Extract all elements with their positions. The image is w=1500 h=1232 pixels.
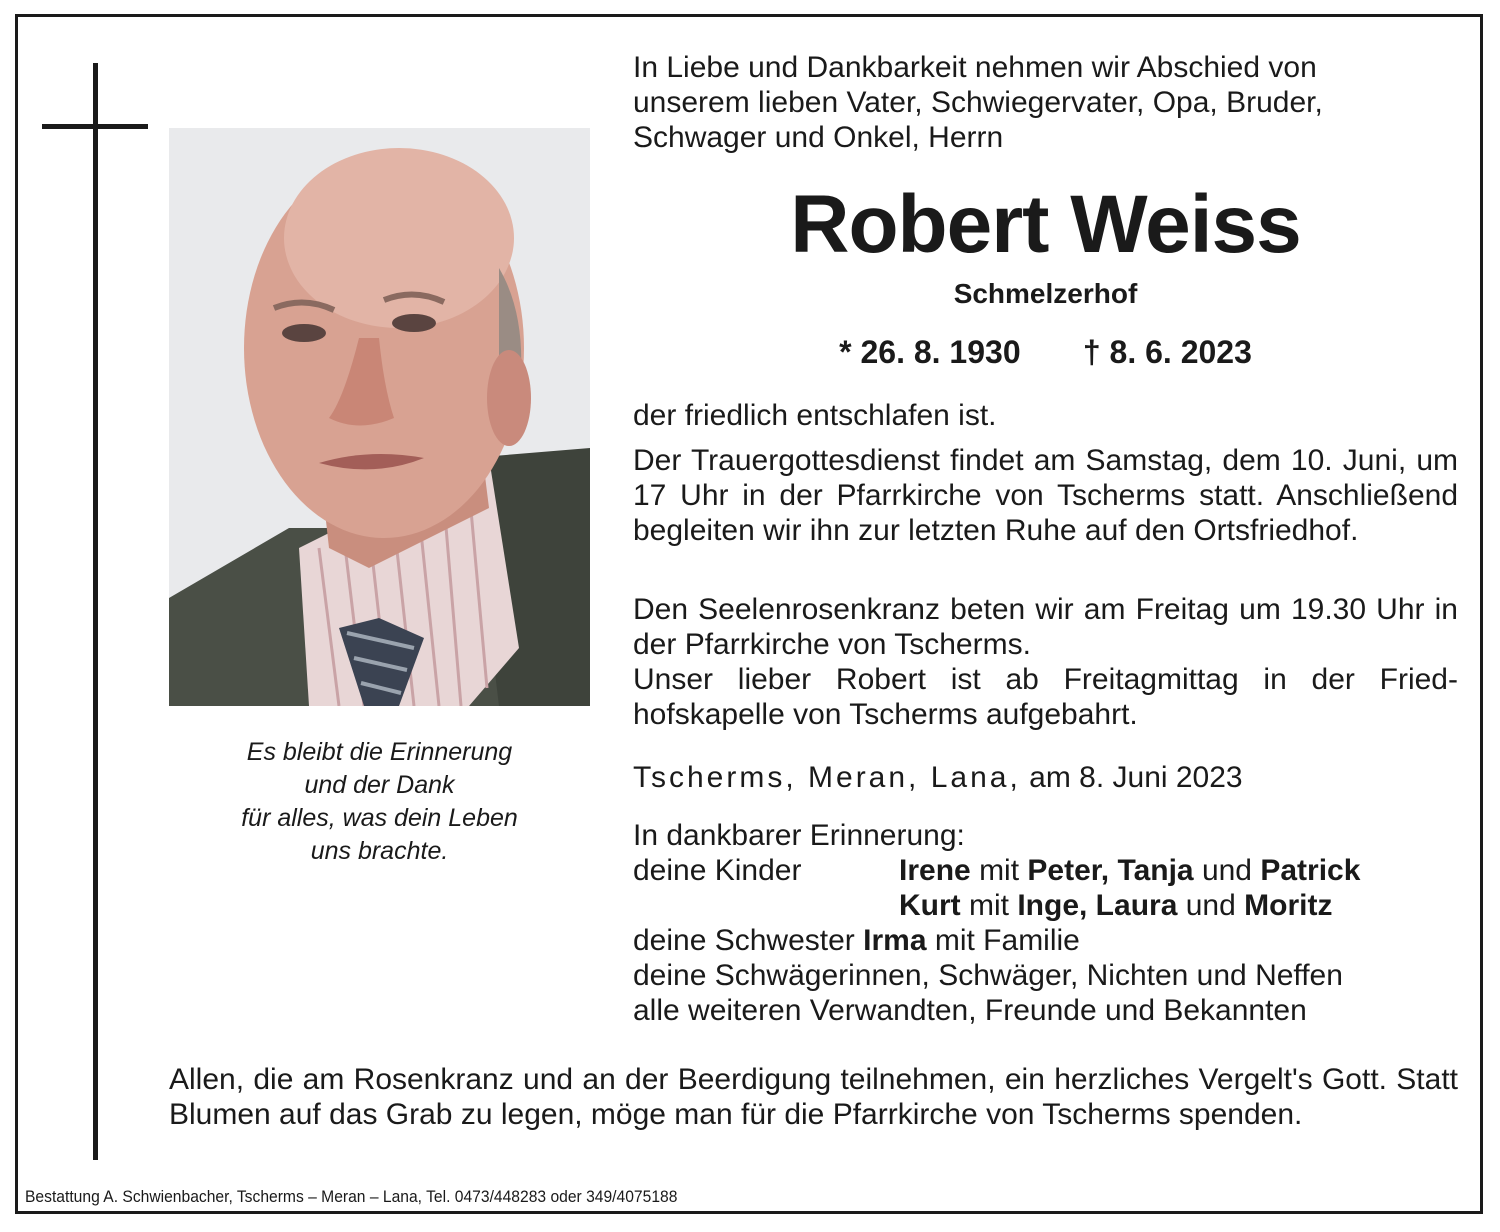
intro-line: unserem lieben Vater, Schwiegervater, Opa, Bruder,: [633, 86, 1323, 119]
mourners-heading: In dankbarer Erinnerung:: [633, 819, 965, 852]
child-entry: Irene mit Peter, Tanja und Patrick: [899, 854, 1361, 887]
death-date: † 8. 6. 2023: [1082, 334, 1252, 370]
cross-icon-bar: [42, 124, 148, 129]
life-dates: [633, 332, 1458, 372]
birth-date: * 26. 8. 1930: [839, 334, 1021, 370]
intro-text: [633, 50, 1458, 155]
passed-text: der friedlich entschlafen ist.: [633, 399, 997, 432]
quote-line: für alles, was dein Leben: [241, 804, 518, 832]
intro-line: In Liebe und Dankbarkeit nehmen wir Abschied von: [633, 51, 1317, 84]
intro-line: Schwager und Onkel, Herrn: [633, 121, 1004, 154]
rosary-text: Den Seelenrosenkranz beten wir am Freitag um 19.30 Uhr in der Pfarrkirche von Tscherms.: [633, 593, 1458, 661]
cross-icon: [93, 63, 98, 1160]
children-row: [633, 853, 1458, 888]
memorial-quote: [169, 736, 590, 868]
place-date: [633, 760, 1458, 795]
child-entry: Kurt mit Inge, Laura und Moritz: [899, 889, 1333, 922]
children-label: deine Kinder: [633, 854, 802, 887]
service-text: Der Trauergottesdienst findet am Samstag, dem 10. Juni, um 17 Uhr in der Pfarrkirche von Tscherms statt. Anschließend begleiten wir ihn zur letzten Ruhe auf den Ortsfriedhof.: [633, 444, 1458, 547]
inlaws-row: deine Schwägerinnen, Schwäger, Nichten und Neffen: [633, 959, 1343, 992]
quote-line: Es bleibt die Erinnerung: [246, 738, 513, 766]
laid-out-text: Unser lieber Robert ist ab Freitagmittag in der Friedhofskapelle von Tscherms aufgebahrt.: [633, 663, 1458, 731]
children-row: [633, 888, 1458, 923]
farm-name: Schmelzerhof: [953, 278, 1138, 309]
others-row: alle weiteren Verwandten, Freunde und Bekannten: [633, 994, 1307, 1027]
sister-row: deine Schwester Irma mit Familie: [633, 924, 1080, 957]
places: Tscherms, Meran, Lana,: [633, 761, 1021, 794]
deceased-name: Robert Weiss: [790, 179, 1301, 270]
thanks-text: Allen, die am Rosenkranz und an der Beerdigung teilnehmen, ein herzliches Vergelt's Gott. Statt Blumen auf das Grab zu legen, möge man für die Pfarrkirche von Tscherms spenden.: [169, 1063, 1458, 1131]
undertaker-line: Bestattung A. Schwienbacher, Tscherms – Meran – Lana, Tel. 0473/448283 oder 349/4075188: [25, 1187, 678, 1206]
date: am 8. Juni 2023: [1029, 761, 1243, 794]
quote-line: uns brachte.: [310, 837, 449, 865]
mourners: [633, 818, 1458, 1028]
portrait-illustration: [169, 128, 590, 706]
portrait-photo: [169, 128, 590, 706]
quote-line: und der Dank: [304, 771, 455, 799]
